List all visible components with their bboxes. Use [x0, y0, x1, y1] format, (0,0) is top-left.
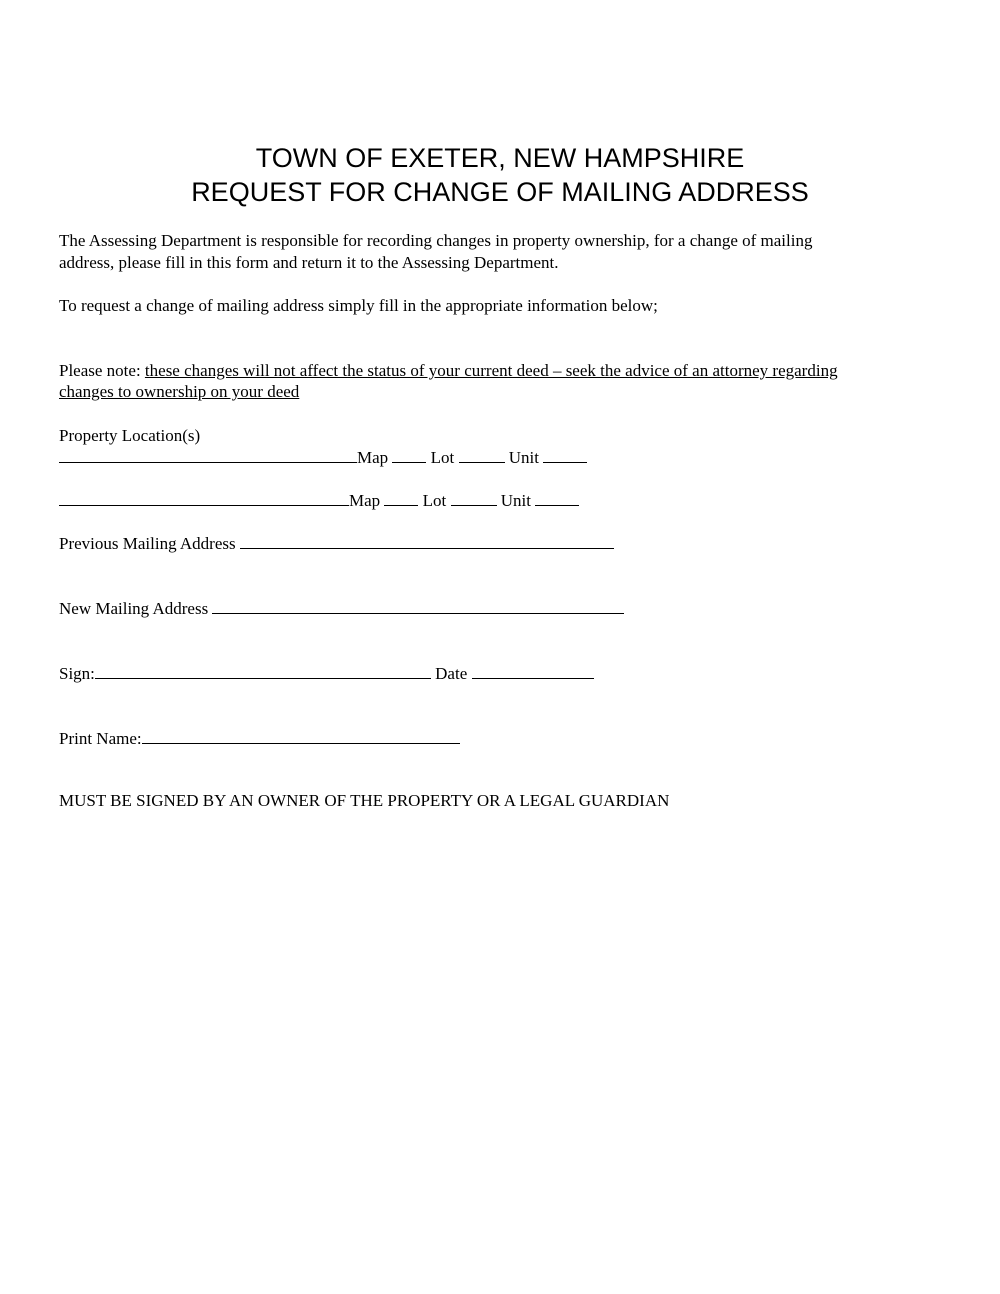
property-row-1 [59, 447, 587, 469]
print-name-field[interactable] [142, 728, 460, 744]
note-label: Please note: [59, 361, 145, 380]
intro-line-1: The Assessing Department is responsible for recording changes in property ownership, for a change of mailing [59, 231, 813, 250]
note-line-1 [59, 360, 838, 382]
instruction-text: To request a change of mailing address simply fill in the appropriate information below; [59, 296, 658, 315]
property-2-lot-field[interactable] [451, 490, 497, 506]
property-row-2 [59, 490, 579, 512]
property-2-map-field[interactable] [384, 490, 418, 506]
property-1-unit-field[interactable] [543, 447, 587, 463]
unit-label: Unit [500, 491, 532, 510]
print-name-row [59, 728, 460, 750]
lot-label: Lot [422, 491, 447, 510]
note-warning-text: these changes will not affect the status of your current deed – seek the advice of an attorney regarding [144, 361, 838, 380]
intro-line-2: address, please fill in this form and return it to the Assessing Department. [59, 253, 559, 272]
date-label: Date [435, 664, 468, 683]
property-1-location-field[interactable] [59, 447, 357, 463]
map-label: Map [349, 491, 381, 510]
previous-address-row [59, 533, 614, 555]
unit-label: Unit [508, 448, 540, 467]
signature-requirement-notice: MUST BE SIGNED BY AN OWNER OF THE PROPERTY OR A LEGAL GUARDIAN [59, 791, 670, 810]
sign-row [59, 663, 594, 685]
form-title-town: TOWN OF EXETER, NEW HAMPSHIRE [255, 143, 745, 173]
new-address-label: New Mailing Address [59, 599, 209, 618]
property-1-lot-field[interactable] [459, 447, 505, 463]
property-1-map-field[interactable] [392, 447, 426, 463]
new-address-field[interactable] [212, 598, 624, 614]
map-label: Map [357, 448, 389, 467]
note-line-2: changes to ownership on your deed [59, 382, 300, 401]
sign-label: Sign: [59, 664, 95, 683]
property-2-unit-field[interactable] [535, 490, 579, 506]
form-title-request: REQUEST FOR CHANGE OF MAILING ADDRESS [191, 177, 809, 207]
print-name-label: Print Name: [59, 729, 142, 748]
date-field[interactable] [472, 663, 594, 679]
previous-address-field[interactable] [240, 533, 614, 549]
previous-address-label: Previous Mailing Address [59, 534, 236, 553]
new-address-row [59, 598, 624, 620]
property-2-location-field[interactable] [59, 490, 349, 506]
lot-label: Lot [430, 448, 455, 467]
signature-field[interactable] [95, 663, 431, 679]
property-location-heading: Property Location(s) [59, 426, 201, 445]
